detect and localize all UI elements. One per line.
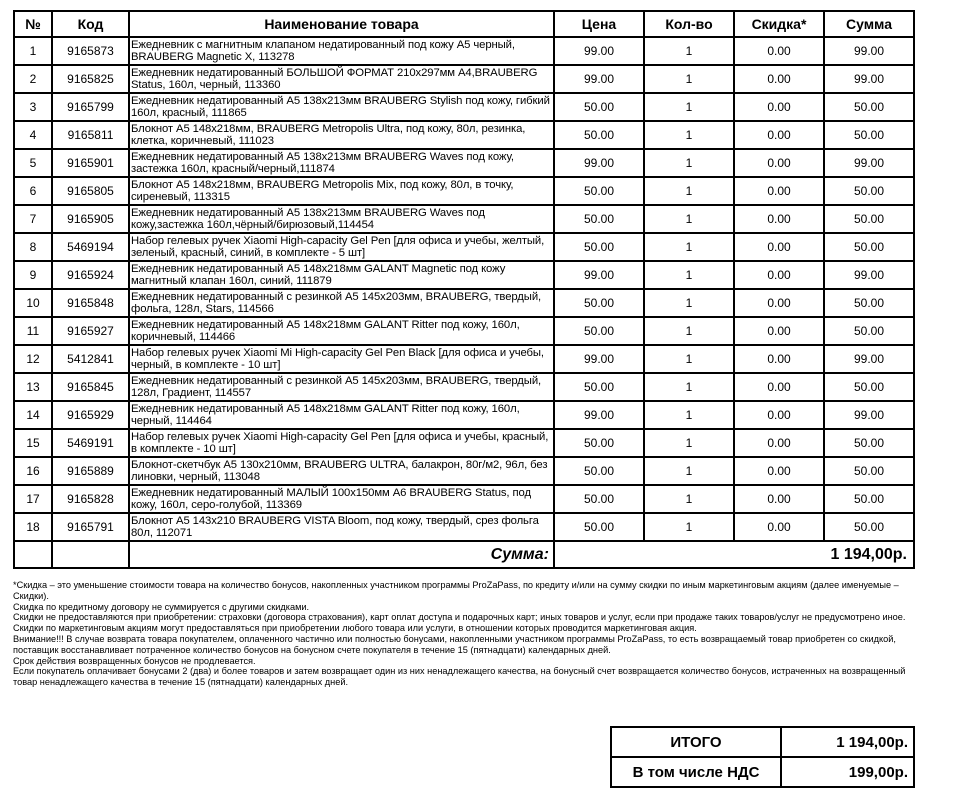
item-code: 5469191 [52, 429, 129, 457]
item-name: Набор гелевых ручек Xiaomi High-capacity Gel Pen [для офиса и учебы, желтый, зеленый, красный, синий, в комплекте - 5 шт] [129, 233, 554, 261]
footnote-credit: Скидка по кредитному договору не суммируется с другими скидками. [13, 601, 310, 612]
item-sum: 50.00 [824, 457, 914, 485]
item-code: 9165805 [52, 177, 129, 205]
header-qty: Кол-во [644, 11, 734, 37]
item-num: 15 [14, 429, 52, 457]
item-qty: 1 [644, 429, 734, 457]
item-code: 9165828 [52, 485, 129, 513]
item-code: 9165791 [52, 513, 129, 541]
header-discount: Скидка* [734, 11, 824, 37]
item-discount: 0.00 [734, 485, 824, 513]
item-sum: 50.00 [824, 513, 914, 541]
items-table [13, 10, 915, 569]
item-discount: 0.00 [734, 345, 824, 373]
item-qty: 1 [644, 205, 734, 233]
item-sum: 50.00 [824, 205, 914, 233]
table-row [14, 401, 914, 429]
item-sum: 99.00 [824, 149, 914, 177]
item-discount: 0.00 [734, 373, 824, 401]
item-qty: 1 [644, 65, 734, 93]
item-name: Набор гелевых ручек Xiaomi High-capacity Gel Pen [для офиса и учебы, красный, в комплекте - 10 шт] [129, 429, 554, 457]
item-discount: 0.00 [734, 261, 824, 289]
item-name: Блокнот А5 148х218мм, BRAUBERG Metropolis Ultra, под кожу, 80л, резинка, клетка, коричневый, 111023 [129, 121, 554, 149]
item-discount: 0.00 [734, 121, 824, 149]
vat-value: 199,00р. [781, 757, 914, 787]
item-name: Ежедневник недатированный МАЛЫЙ 100х150мм А6 BRAUBERG Status, под кожу, 160л, серо-голубой, 113369 [129, 485, 554, 513]
item-code: 9165927 [52, 317, 129, 345]
footnote-bonus-validity: Срок действия возвращенных бонусов не продлевается. [13, 655, 256, 666]
vat-row [611, 757, 914, 787]
item-qty: 1 [644, 317, 734, 345]
item-discount: 0.00 [734, 317, 824, 345]
footnote-exclusions: Скидки не предоставляются при приобретении: страховки (договора страхования), карт оплат доступа и подарочных карт; иных товаров и услуг, если при продаже таких товаров/услуг не предусмотрено иное. Скидки по маркетинговым акциям могут предоставляться при приобретении любого товара или услуги, в отношении которых проводится маркетинговая акция. [13, 612, 906, 634]
header-name: Наименование товара [129, 11, 554, 37]
item-sum: 99.00 [824, 65, 914, 93]
item-price: 50.00 [554, 289, 644, 317]
header-sum: Сумма [824, 11, 914, 37]
sum-empty-cell [52, 541, 129, 568]
item-discount: 0.00 [734, 289, 824, 317]
item-num: 3 [14, 93, 52, 121]
item-name: Ежедневник недатированный БОЛЬШОЙ ФОРМАТ 210х297мм А4,BRAUBERG Status, 160л, черный, 113360 [129, 65, 554, 93]
table-row [14, 345, 914, 373]
item-discount: 0.00 [734, 513, 824, 541]
totals-table [610, 726, 915, 788]
item-discount: 0.00 [734, 65, 824, 93]
item-sum: 50.00 [824, 177, 914, 205]
item-code: 9165848 [52, 289, 129, 317]
item-name: Ежедневник недатированный А5 148x218мм GALANT Magnetic под кожу магнитный клапан 160л, синий, 111879 [129, 261, 554, 289]
item-sum: 99.00 [824, 37, 914, 65]
item-code: 9165905 [52, 205, 129, 233]
total-label: ИТОГО [611, 727, 781, 757]
item-num: 13 [14, 373, 52, 401]
item-discount: 0.00 [734, 177, 824, 205]
item-sum: 50.00 [824, 121, 914, 149]
item-sum: 50.00 [824, 93, 914, 121]
item-name: Ежедневник недатированный с резинкой А5 145х203мм, BRAUBERG, твердый, 128л, Градиент, 114557 [129, 373, 554, 401]
item-sum: 99.00 [824, 345, 914, 373]
item-name: Ежедневник с магнитным клапаном недатированный под кожу А5 черный, BRAUBERG Magnetic X, 113278 [129, 37, 554, 65]
table-row [14, 429, 914, 457]
item-sum: 99.00 [824, 261, 914, 289]
item-code: 9165825 [52, 65, 129, 93]
item-price: 50.00 [554, 233, 644, 261]
item-name: Блокнот А5 148х218мм, BRAUBERG Metropolis Mix, под кожу, 80л, в точку, сиреневый, 113315 [129, 177, 554, 205]
item-name: Ежедневник недатированный с резинкой А5 145х203мм, BRAUBERG, твердый, фольга, 128л, Stars, 114566 [129, 289, 554, 317]
header-num: № [14, 11, 52, 37]
item-qty: 1 [644, 149, 734, 177]
item-qty: 1 [644, 373, 734, 401]
item-qty: 1 [644, 513, 734, 541]
item-qty: 1 [644, 93, 734, 121]
sum-row [14, 541, 914, 568]
item-num: 10 [14, 289, 52, 317]
sum-value: 1 194,00р. [554, 541, 914, 568]
item-price: 50.00 [554, 457, 644, 485]
footnote-discount-definition: *Скидка – это уменьшение стоимости товара на количество бонусов, накопленных участником программы ProZaPass, по кредиту и/или на сумму скидки по иным маркетинговым акциям (далее именуемые – Скидки). [13, 580, 899, 601]
item-price: 50.00 [554, 513, 644, 541]
item-sum: 50.00 [824, 429, 914, 457]
item-qty: 1 [644, 401, 734, 429]
item-sum: 50.00 [824, 233, 914, 261]
item-sum: 50.00 [824, 317, 914, 345]
item-price: 99.00 [554, 345, 644, 373]
item-name: Блокнот-скетчбук А5 130х210мм, BRAUBERG ULTRA, балакрон, 80г/м2, 96л, без линовки, черный, 113048 [129, 457, 554, 485]
total-value: 1 194,00р. [781, 727, 914, 757]
item-discount: 0.00 [734, 149, 824, 177]
footnote-multi-return: Если покупатель оплачивает бонусами 2 (два) и более товаров и затем возвращает один из них ненадлежащего качества, на бонусный счет возвращается количество бонусов, истраченных на возвращенный товар ненадлежащего качества в течение 15 (пятнадцати) календарных дней. [13, 666, 906, 688]
item-price: 99.00 [554, 65, 644, 93]
item-num: 8 [14, 233, 52, 261]
table-row [14, 317, 914, 345]
item-qty: 1 [644, 345, 734, 373]
item-num: 14 [14, 401, 52, 429]
item-qty: 1 [644, 177, 734, 205]
table-row [14, 121, 914, 149]
item-code: 9165873 [52, 37, 129, 65]
item-num: 6 [14, 177, 52, 205]
item-code: 9165929 [52, 401, 129, 429]
item-num: 16 [14, 457, 52, 485]
sum-empty-cell [14, 541, 52, 568]
item-name: Ежедневник недатированный А5 148х218мм GALANT Ritter под кожу, 160л, черный, 114464 [129, 401, 554, 429]
item-qty: 1 [644, 233, 734, 261]
item-num: 12 [14, 345, 52, 373]
item-code: 9165901 [52, 149, 129, 177]
table-row [14, 37, 914, 65]
table-row [14, 457, 914, 485]
total-row [611, 727, 914, 757]
item-qty: 1 [644, 37, 734, 65]
item-code: 5469194 [52, 233, 129, 261]
item-code: 9165845 [52, 373, 129, 401]
table-row [14, 149, 914, 177]
table-row [14, 177, 914, 205]
item-sum: 50.00 [824, 289, 914, 317]
item-price: 50.00 [554, 177, 644, 205]
item-discount: 0.00 [734, 457, 824, 485]
item-num: 1 [14, 37, 52, 65]
footnotes [13, 580, 918, 688]
item-price: 50.00 [554, 93, 644, 121]
item-num: 5 [14, 149, 52, 177]
item-num: 4 [14, 121, 52, 149]
table-row [14, 485, 914, 513]
item-price: 50.00 [554, 205, 644, 233]
sum-label: Сумма: [129, 541, 554, 568]
item-price: 50.00 [554, 373, 644, 401]
item-name: Ежедневник недатированный А5 138х213мм BRAUBERG Waves под кожу, застежка 160л, красный/черный,111874 [129, 149, 554, 177]
item-price: 99.00 [554, 261, 644, 289]
item-code: 9165811 [52, 121, 129, 149]
item-qty: 1 [644, 289, 734, 317]
items-body [14, 37, 914, 541]
item-name: Ежедневник недатированный А5 138х213мм BRAUBERG Waves под кожу,застежка 160л,чёрный/бирюзовый,114454 [129, 205, 554, 233]
item-price: 50.00 [554, 485, 644, 513]
item-price: 99.00 [554, 37, 644, 65]
item-sum: 50.00 [824, 373, 914, 401]
item-num: 17 [14, 485, 52, 513]
item-sum: 50.00 [824, 485, 914, 513]
item-sum: 99.00 [824, 401, 914, 429]
item-num: 7 [14, 205, 52, 233]
footnote-returns: Внимание!!! В случае возврата товара покупателем, оплаченного частично или полностью бонусами, накопленными участником программы ProZaPass, то есть возвращаемый товар приобретен со скидкой, поставщик восстанавливает потраченное количество бонусов на бонусном счете покупателя в течение 15 (пятнадцати) календарных дней. [13, 633, 896, 655]
item-num: 11 [14, 317, 52, 345]
item-price: 50.00 [554, 317, 644, 345]
item-code: 5412841 [52, 345, 129, 373]
table-row [14, 93, 914, 121]
item-qty: 1 [644, 485, 734, 513]
item-discount: 0.00 [734, 205, 824, 233]
item-name: Ежедневник недатированный А5 148х218мм GALANT Ritter под кожу, 160л, коричневый, 114466 [129, 317, 554, 345]
item-discount: 0.00 [734, 429, 824, 457]
item-price: 50.00 [554, 429, 644, 457]
item-discount: 0.00 [734, 401, 824, 429]
item-price: 50.00 [554, 121, 644, 149]
item-qty: 1 [644, 457, 734, 485]
item-name: Ежедневник недатированный А5 138x213мм BRAUBERG Stylish под кожу, гибкий 160л, красный, 111865 [129, 93, 554, 121]
item-qty: 1 [644, 261, 734, 289]
table-row [14, 289, 914, 317]
item-discount: 0.00 [734, 37, 824, 65]
vat-label: В том числе НДС [611, 757, 781, 787]
item-code: 9165924 [52, 261, 129, 289]
item-qty: 1 [644, 121, 734, 149]
item-code: 9165799 [52, 93, 129, 121]
item-num: 9 [14, 261, 52, 289]
table-row [14, 233, 914, 261]
item-price: 99.00 [554, 149, 644, 177]
item-name: Блокнот А5 143х210 BRAUBERG VISTA Bloom, под кожу, твердый, срез фольга 80л, 112071 [129, 513, 554, 541]
table-row [14, 373, 914, 401]
item-name: Набор гелевых ручек Xiaomi Mi High-capacity Gel Pen Black [для офиса и учебы, черный, в комплекте - 10 шт] [129, 345, 554, 373]
item-code: 9165889 [52, 457, 129, 485]
header-price: Цена [554, 11, 644, 37]
header-code: Код [52, 11, 129, 37]
table-row [14, 513, 914, 541]
item-discount: 0.00 [734, 233, 824, 261]
item-discount: 0.00 [734, 93, 824, 121]
item-num: 18 [14, 513, 52, 541]
table-row [14, 205, 914, 233]
item-num: 2 [14, 65, 52, 93]
table-row [14, 65, 914, 93]
table-row [14, 261, 914, 289]
table-header-row [14, 11, 914, 37]
item-price: 99.00 [554, 401, 644, 429]
